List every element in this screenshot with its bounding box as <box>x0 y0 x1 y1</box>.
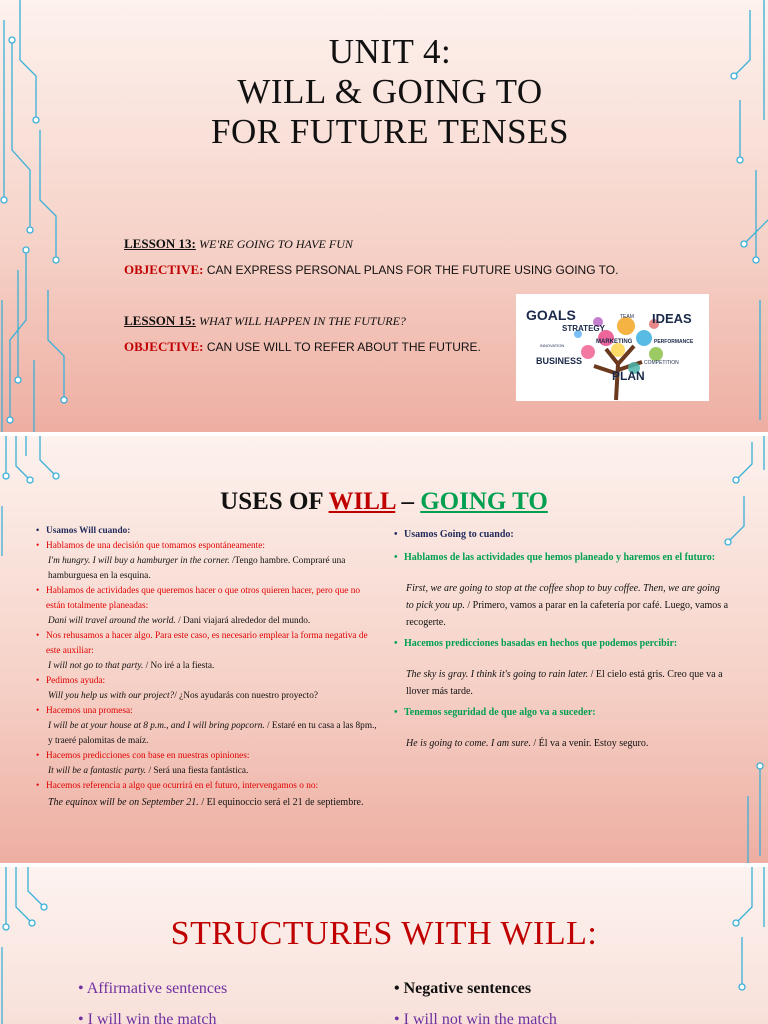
will-use-label: • Hablamos de actividades que queremos hacer o que otros quieren hacer, pero que no están totalmente planeadas: <box>36 584 381 614</box>
objective-13 <box>124 262 618 278</box>
will-use-label: • Hacemos predicciones con base en nuestras opiniones: <box>36 749 381 764</box>
will-use-label: • Pedimos ayuda: <box>36 674 381 689</box>
uses-title <box>0 488 768 516</box>
negative-example: • I will not win the match <box>394 1011 557 1024</box>
svg-text:BUSINESS: BUSINESS <box>536 356 583 366</box>
svg-text:PERFORMANCE: PERFORMANCE <box>654 339 694 345</box>
going-to-use-label: • Hablamos de las actividades que hemos planeado y haremos en el futuro: <box>394 549 729 566</box>
going-to-use-example: He is going to come. I am sure. / Él va a venir. Estoy seguro. <box>406 738 649 749</box>
svg-text:MARKETING: MARKETING <box>596 339 633 345</box>
objective-15-label: OBJECTIVE: <box>124 339 204 354</box>
uses-title-dash: – <box>395 488 421 515</box>
going-to-uses-column <box>394 526 729 752</box>
slide-title <box>0 0 768 432</box>
affirmative-heading: • Affirmative sentences <box>78 980 228 997</box>
title-line-3: FOR FUTURE TENSES <box>211 112 569 151</box>
svg-text:PLAN: PLAN <box>612 369 645 383</box>
will-use-label: • Hablamos de una decisión que tomamos espontáneamente: <box>36 539 381 554</box>
lesson-15-label: LESSON 15: <box>124 313 196 328</box>
lesson-13-text: WE'RE GOING TO HAVE FUN <box>199 237 353 251</box>
uses-title-going: GOING TO <box>420 488 548 515</box>
will-use-example: The equinox will be on September 21. / El equinoccio será el 21 de septiembre. <box>48 797 364 808</box>
will-use-label: • Hacemos referencia a algo que ocurrirá en el futuro, intervengamos o no: <box>36 779 381 794</box>
objective-13-text: CAN EXPRESS PERSONAL PLANS FOR THE FUTURE USING GOING TO. <box>206 263 619 277</box>
uses-title-will: WILL <box>328 488 396 515</box>
will-use-example: I will be at your house at 8 p.m., and I will bring popcorn. / Estaré en tu casa a las 8pm., y traeré palomitas de maíz. <box>48 721 377 746</box>
svg-text:TEAM: TEAM <box>620 314 634 320</box>
objective-13-label: OBJECTIVE: <box>124 262 204 277</box>
title-line-1: UNIT 4: <box>328 32 452 71</box>
will-use-example: Will you help us with our project?/ ¿Nos ayudarás con nuestro proyecto? <box>48 691 318 701</box>
going-to-use-example: First, we are going to stop at the coffee shop to buy coffee. Then, we are going to pick you up. / Primero, vamos a parar en la cafetería por café. Luego, vamos a recogerte. <box>406 583 729 628</box>
lesson-15 <box>124 313 406 329</box>
lesson-13-label: LESSON 13: <box>124 236 196 251</box>
objective-15-text: CAN USE WILL TO REFER ABOUT THE FUTURE. <box>206 340 481 354</box>
going-to-use-example: The sky is gray. I think it's going to rain later. / El cielo está gris. Creo que va a llover más tarde. <box>406 669 723 697</box>
slide-structures <box>0 867 768 1024</box>
going-to-use-label: • Tenemos seguridad de que algo va a suceder: <box>394 704 729 721</box>
will-use-label: • Hacemos una promesa: <box>36 704 381 719</box>
will-use-example: Dani will travel around the world. / Dani viajará alrededor del mundo. <box>48 616 311 626</box>
will-use-example: I will not go to that party. / No iré a la fiesta. <box>48 661 215 671</box>
svg-text:COMPETITION: COMPETITION <box>644 360 679 366</box>
svg-text:STRATEGY: STRATEGY <box>562 324 605 333</box>
will-use-label: • Nos rehusamos a hacer algo. Para este caso, es necesario emplear la forma negativa de este auxiliar: <box>36 629 381 659</box>
lesson-13 <box>124 236 353 252</box>
will-use-example: I'm hungry. I will buy a hamburger in the corner. /Tengo hambre. Compraré una hamburguesa en la esquina. <box>48 556 346 581</box>
structures-title: STRUCTURES WITH WILL: <box>170 915 598 952</box>
goals-word: GOALS <box>526 307 576 323</box>
going-to-use-label: • Hacemos predicciones basadas en hechos que podemos percibir: <box>394 635 729 652</box>
will-uses-column <box>36 524 381 812</box>
will-use-example: It will be a fantastic party. / Será una fiesta fantástica. <box>48 766 249 776</box>
will-heading: • Usamos Will cuando: <box>36 524 381 539</box>
uses-title-prefix: USES OF <box>220 488 329 515</box>
affirmative-example: • I will win the match <box>78 1011 217 1024</box>
title-line-2: WILL & GOING TO <box>237 72 543 111</box>
negative-heading: • Negative sentences <box>394 980 532 997</box>
slide-uses <box>0 436 768 863</box>
svg-text:INNOVATION: INNOVATION <box>540 343 565 348</box>
svg-text:IDEAS: IDEAS <box>652 311 692 326</box>
page-title <box>170 32 610 152</box>
objective-15 <box>124 339 481 355</box>
lesson-15-text: WHAT WILL HAPPEN IN THE FUTURE? <box>199 314 406 328</box>
goals-tree-image <box>516 294 709 401</box>
going-to-heading: • Usamos Going to cuando: <box>394 526 729 543</box>
